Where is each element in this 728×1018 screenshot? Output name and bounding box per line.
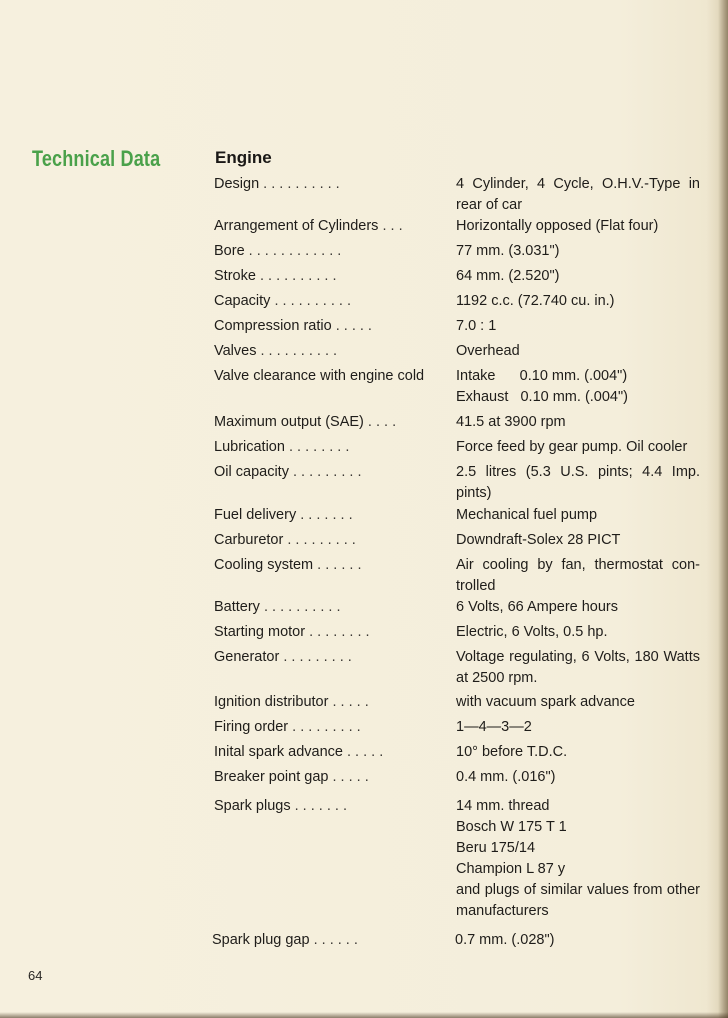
group-heading-engine: Engine [215, 148, 272, 167]
spec-label: Stroke . . . . . . . . . . [214, 268, 337, 284]
spec-label: Ignition distributor . . . . . [214, 694, 369, 710]
spec-label: Starting motor . . . . . . . . [214, 624, 370, 640]
spec-value: 4 Cylinder, 4 Cycle, O.H.V.-Type in rear of car [456, 176, 700, 213]
spec-label: Cooling system . . . . . . [214, 557, 362, 573]
spec-label: Compression ratio . . . . . [214, 318, 372, 334]
spec-value: 77 mm. (3.031") [456, 243, 560, 259]
spec-label: Oil capacity . . . . . . . . . [214, 464, 362, 480]
spec-value: 6 Volts, 66 Ampere hours [456, 599, 619, 615]
spec-label: Inital spark advance . . . . . [214, 744, 384, 760]
section-title: Technical Data [32, 146, 161, 171]
spec-label: Spark plugs . . . . . . . [214, 798, 347, 814]
spec-value: 41.5 at 3900 rpm [456, 414, 566, 430]
spec-label: Bore . . . . . . . . . . . . [214, 243, 342, 259]
spec-label: Fuel delivery . . . . . . . [214, 507, 353, 523]
spec-value: Air cooling by fan, thermostat con-trolled [456, 557, 700, 594]
spec-label: Generator . . . . . . . . . [214, 649, 352, 665]
spec-value: 14 mm. thread Bosch W 175 T 1 Beru 175/14 Champion L 87 y and plugs of similar values from other manufacturers [456, 798, 700, 919]
spec-label: Valve clearance with engine cold [214, 368, 425, 384]
spec-value: 2.5 litres (5.3 U.S. pints; 4.4 Imp. pints) [456, 464, 700, 501]
spec-value: Voltage regulating, 6 Volts, 180 Watts at 2500 rpm. [456, 649, 700, 686]
spec-value: Overhead [456, 343, 520, 359]
spec-label: Lubrication . . . . . . . . [214, 439, 350, 455]
spec-value: 0.7 mm. (.028") [455, 932, 555, 948]
spec-value: Electric, 6 Volts, 0.5 hp. [456, 624, 608, 640]
spec-value: Mechanical fuel pump [456, 507, 598, 523]
spec-label: Breaker point gap . . . . . [214, 769, 369, 785]
spec-label: Design . . . . . . . . . . [214, 176, 340, 192]
spec-value: Downdraft-Solex 28 PICT [456, 532, 621, 548]
spec-value: 1192 c.c. (72.740 cu. in.) [456, 293, 615, 309]
spec-label: Valves . . . . . . . . . . [214, 343, 338, 359]
spec-value: 1—4—3—2 [456, 719, 532, 735]
spec-label: Maximum output (SAE) . . . . [214, 414, 397, 430]
spec-label: Carburetor . . . . . . . . . [214, 532, 356, 548]
spec-label: Spark plug gap . . . . . . [212, 932, 358, 948]
spec-label: Firing order . . . . . . . . . [214, 719, 361, 735]
spec-value: with vacuum spark advance [456, 694, 635, 710]
page-number: 64 [28, 968, 43, 983]
spec-label: Arrangement of Cylinders . . . [214, 218, 403, 234]
spec-value: Intake 0.10 mm. (.004") Exhaust 0.10 mm. (.004") [456, 368, 628, 405]
spec-value: 64 mm. (2.520") [456, 268, 560, 284]
spec-label: Capacity . . . . . . . . . . [214, 293, 351, 309]
spec-value: Force feed by gear pump. Oil cooler [456, 439, 688, 455]
spec-value: Horizontally opposed (Flat four) [456, 218, 659, 234]
spec-value: 0.4 mm. (.016") [456, 769, 556, 785]
spec-value: 10° before T.D.C. [456, 744, 568, 760]
spec-value: 7.0 : 1 [456, 318, 497, 334]
spec-label: Battery . . . . . . . . . . [214, 599, 341, 615]
